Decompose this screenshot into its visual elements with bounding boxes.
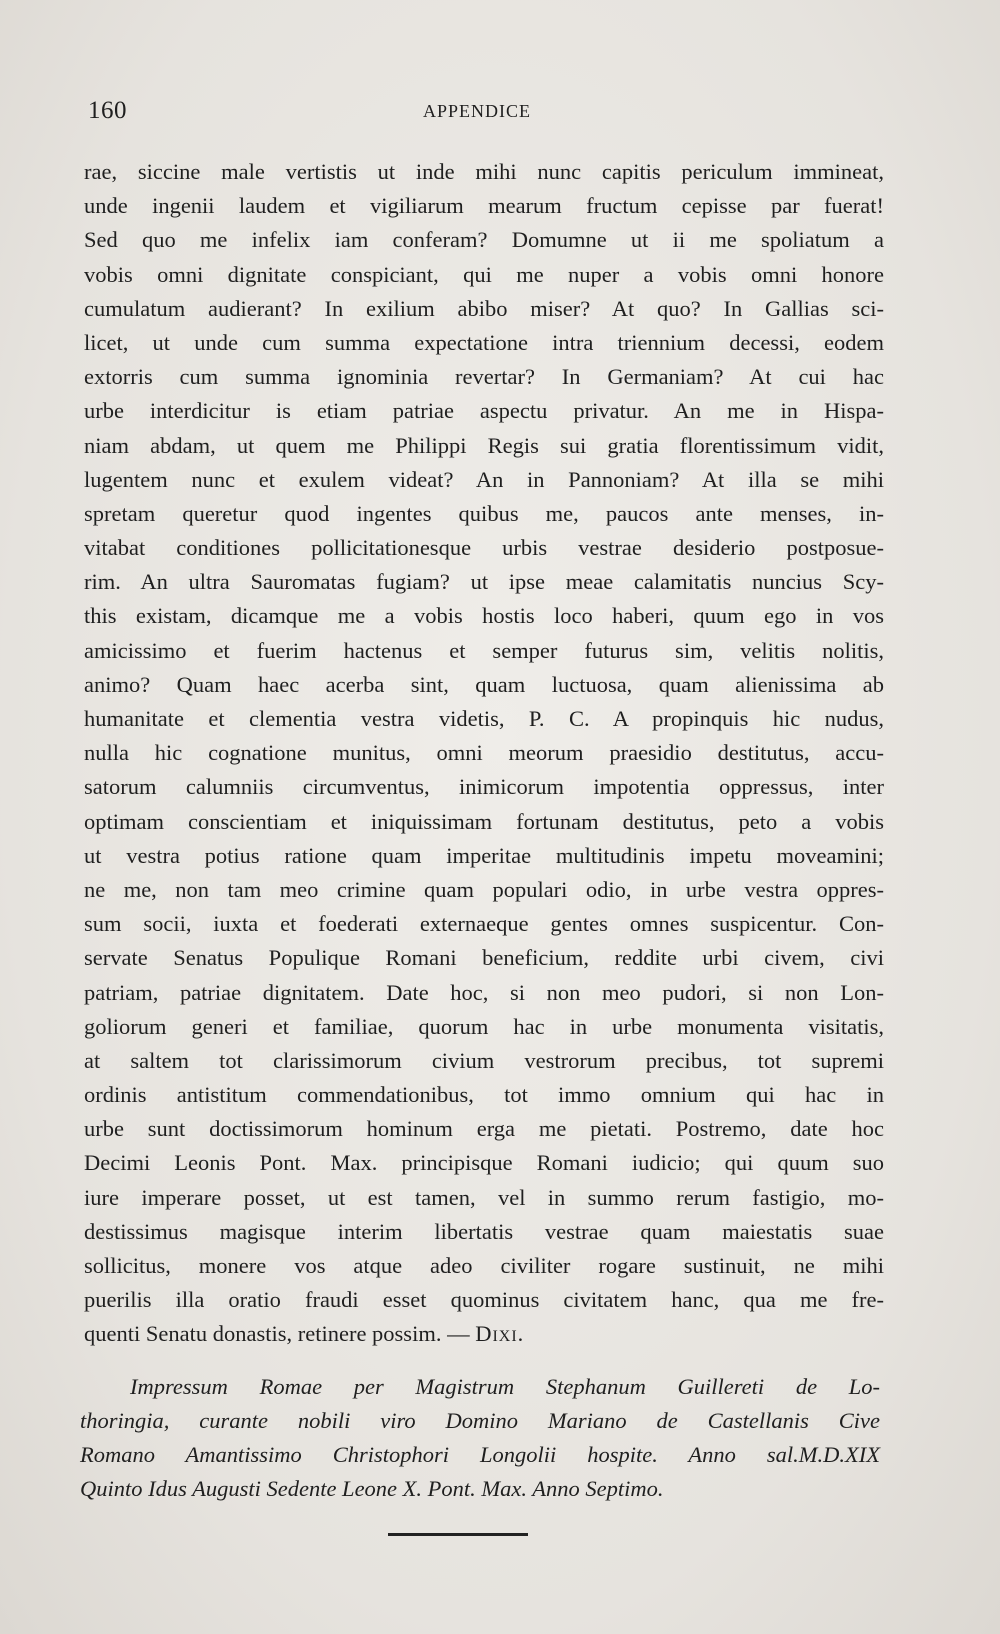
text-line: destissimus magisque interim libertatis vestrae quam maiestatis suae — [84, 1218, 884, 1244]
text-line: satorum calumniis circumventus, inimicorum impotentia oppressus, inter — [84, 774, 884, 800]
text-line: unde ingenii laudem et vigiliarum mearum fructum cepisse par fuerat! — [84, 193, 884, 219]
text-line: ne me, non tam meo crimine quam populari odio, in urbe vestra oppres- — [84, 876, 884, 902]
closing-signature: Dixi. — [475, 1321, 525, 1347]
text-line: vitabat conditiones pollicitationesque urbis vestrae desiderio postposue- — [84, 535, 884, 561]
text-line: spretam queretur quod ingentes quibus me, paucos ante menses, in- — [84, 500, 884, 526]
text-line-final — [84, 1317, 884, 1351]
colophon-line: Impressum Romae per Magistrum Stephanum Guillereti de Lo- — [130, 1374, 880, 1399]
text-line: lugentem nunc et exulem videat? An in Pannoniam? At illa se mihi — [84, 466, 884, 492]
text-line: animo? Quam haec acerba sint, quam luctuosa, quam alienissima ab — [84, 671, 884, 697]
text-line: urbe interdicitur is etiam patriae aspectu privatur. An me in Hispa- — [84, 398, 884, 424]
text-line: cumulatum audierant? In exilium abibo miser? At quo? In Gallias sci- — [84, 295, 884, 321]
text-line: iure imperare posset, ut est tamen, vel in summo rerum fastigio, mo- — [84, 1184, 884, 1210]
text-line: ut vestra potius ratione quam imperitae multitudinis impetu moveamini; — [84, 842, 884, 868]
text-line: Sed quo me infelix iam conferam? Domumne ut ii me spoliatum a — [84, 227, 884, 253]
text-line: servate Senatus Populique Romani beneficium, reddite urbi civem, civi — [84, 945, 884, 971]
text-line: nulla hic cognatione munitus, omni meorum praesidio destitutus, accu- — [84, 740, 884, 766]
running-title: APPENDICE — [423, 101, 532, 121]
colophon-line: Quinto Idus Augusti Sedente Leone X. Pont. Max. Anno Septimo. — [80, 1476, 664, 1501]
text-line: humanitate et clementia vestra videtis, P. C. A propinquis hic nudus, — [84, 706, 884, 731]
text-line: rim. An ultra Sauromatas fugiam? ut ipse meae calamitatis nuncius Scy- — [84, 569, 884, 595]
body-text — [84, 155, 884, 1352]
text-line: sollicitus, monere vos atque adeo civiliter rogare sustinuit, ne mihi — [84, 1253, 884, 1278]
text-line: vobis omni dignitate conspiciant, qui me nuper a vobis omni honore — [84, 261, 884, 287]
text-line: ordinis antistitum commendationibus, tot immo omnium qui hac in — [84, 1082, 884, 1108]
text-line: goliorum generi et familiae, quorum hac in urbe monumenta visitatis, — [84, 1013, 884, 1039]
text-line: at saltem tot clarissimorum civium vestrorum precibus, tot supremi — [84, 1047, 884, 1073]
text-line: licet, ut unde cum summa expectatione intra triennium decessi, eodem — [84, 329, 884, 355]
text-line: Decimi Leonis Pont. Max. principisque Romani iudicio; qui quum suo — [84, 1150, 884, 1176]
text-line: this existam, dicamque me a vobis hostis loco haberi, quum ego in vos — [84, 603, 884, 629]
text-line: patriam, patriae dignitatem. Date hoc, si non meo pudori, si non Lon- — [84, 979, 884, 1005]
text-line: niam abdam, ut quem me Philippi Regis sui gratia florentissimum vidit, — [84, 432, 884, 458]
text-line: amicissimo et fuerim hactenus et semper futurus sim, velitis nolitis, — [84, 637, 884, 663]
colophon — [80, 1370, 880, 1506]
page-number: 160 — [88, 97, 127, 124]
text-line: rae, siccine male vertistis ut inde mihi nunc capitis periculum immineat, — [84, 159, 884, 184]
colophon-line: thoringia, curante nobili viro Domino Mariano de Castellanis Cive — [80, 1408, 880, 1433]
closing-rule — [388, 1533, 528, 1536]
text-line: puerilis illa oratio fraudi esset quominus civitatem hanc, qua me fre- — [84, 1287, 884, 1313]
text-line: sum socii, iuxta et foederati externaeque gentes omnes suspicentur. Con- — [84, 911, 884, 937]
colophon-line: Romano Amantissimo Christophori Longolii hospite. Anno sal.M.D.XIX — [80, 1442, 880, 1467]
text-line: extorris cum summa ignominia revertar? In Germaniam? At cui hac — [84, 364, 884, 390]
running-header — [88, 97, 888, 127]
final-line-text: quenti Senatu donastis, retinere possim. — — [84, 1321, 470, 1347]
text-line: optimam conscientiam et iniquissimam fortunam destitutus, peto a vobis — [84, 808, 884, 834]
text-line: urbe sunt doctissimorum hominum erga me pietati. Postremo, date hoc — [84, 1116, 884, 1142]
